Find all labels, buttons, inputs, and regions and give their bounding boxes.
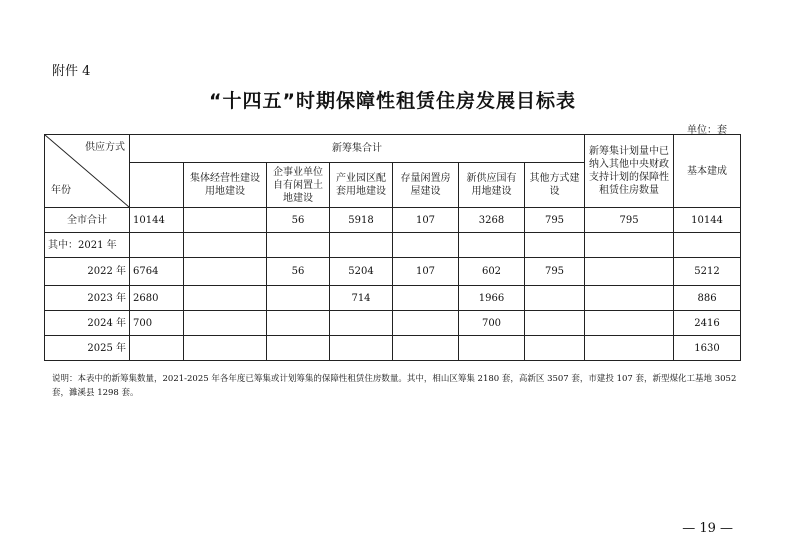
cell-central [585,286,674,311]
cell-newland [459,336,525,361]
cell-enterprise [267,286,330,311]
cell-newland: 602 [459,258,525,286]
cell-total: 6764 [130,258,184,286]
cell-stock [393,233,459,258]
supply-method-header: 供应方式 [85,142,125,153]
central-fund-header: 新筹集计划量中已纳入其他中央财政支持计划的保障性租赁住房数量 [585,135,674,208]
cell-other [525,336,585,361]
cell-basic: 2416 [674,311,741,336]
basic-completed-header: 基本建成 [674,135,741,208]
cell-stock [393,311,459,336]
cell-industrial [330,336,393,361]
stock-header: 存量闲置房屋建设 [393,163,459,208]
cell-total: 2680 [130,286,184,311]
cell-enterprise [267,336,330,361]
cell-enterprise: 56 [267,208,330,233]
cell-enterprise: 56 [267,258,330,286]
cell-newland: 1966 [459,286,525,311]
cell-stock [393,286,459,311]
table-row [45,208,741,233]
page-title: “十四五”时期保障性租赁住房发展目标表 [209,90,576,112]
diagonal-header-cell [45,135,130,208]
target-table [44,134,741,361]
row-label: 2025 年 [45,336,130,361]
cell-industrial [330,233,393,258]
attachment-label: 附件 4 [52,64,91,79]
cell-industrial [330,311,393,336]
cell-central: 795 [585,208,674,233]
row-label: 2023 年 [45,286,130,311]
row-label: 2022 年 [45,258,130,286]
table-row [45,233,741,258]
cell-collective [184,311,267,336]
row-label: 其中：2021 年 [45,233,130,258]
new-total-header: 新筹集合计 [130,135,585,163]
unit-label: 单位：套 [687,125,727,136]
cell-collective [184,208,267,233]
cell-enterprise [267,233,330,258]
table-row [45,336,741,361]
cell-industrial: 5918 [330,208,393,233]
cell-collective [184,258,267,286]
cell-total: 700 [130,311,184,336]
cell-central [585,258,674,286]
cell-central [585,311,674,336]
table-row [45,258,741,286]
cell-other: 795 [525,258,585,286]
page-number: — 19 — [682,521,733,536]
cell-collective [184,336,267,361]
row-label: 全市合计 [45,208,130,233]
industrial-header: 产业园区配套用地建设 [330,163,393,208]
cell-total [130,233,184,258]
cell-collective [184,286,267,311]
row-label: 2024 年 [45,311,130,336]
cell-other [525,286,585,311]
cell-central [585,233,674,258]
cell-stock: 107 [393,258,459,286]
cell-industrial: 5204 [330,258,393,286]
cell-other [525,233,585,258]
collective-header: 集体经营性建设用地建设 [184,163,267,208]
cell-total: 10144 [130,208,184,233]
table-row [45,286,741,311]
cell-central [585,336,674,361]
cell-other [525,311,585,336]
cell-basic: 1630 [674,336,741,361]
newland-header: 新供应国有用地建设 [459,163,525,208]
cell-newland: 700 [459,311,525,336]
year-header: 年份 [51,185,71,196]
cell-industrial: 714 [330,286,393,311]
table-row [45,311,741,336]
cell-stock: 107 [393,208,459,233]
cell-enterprise [267,311,330,336]
cell-newland: 3268 [459,208,525,233]
cell-basic: 10144 [674,208,741,233]
cell-stock [393,336,459,361]
other-header: 其他方式建设 [525,163,585,208]
cell-collective [184,233,267,258]
cell-basic [674,233,741,258]
enterprise-header: 企事业单位自有闲置土地建设 [267,163,330,208]
cell-basic: 5212 [674,258,741,286]
table-note: 说明：本表中的新筹集数量，2021-2025 年各年度已筹集或计划筹集的保障性租赁住房数量。其中，相山区筹集 2180 套，高新区 3507 套，市建投 107 套，新型煤化工基地 3052 套，濉溪县 1298 套。 [52,374,737,398]
cell-total [130,336,184,361]
cell-other: 795 [525,208,585,233]
total-subheader [130,163,184,208]
cell-basic: 886 [674,286,741,311]
cell-newland [459,233,525,258]
